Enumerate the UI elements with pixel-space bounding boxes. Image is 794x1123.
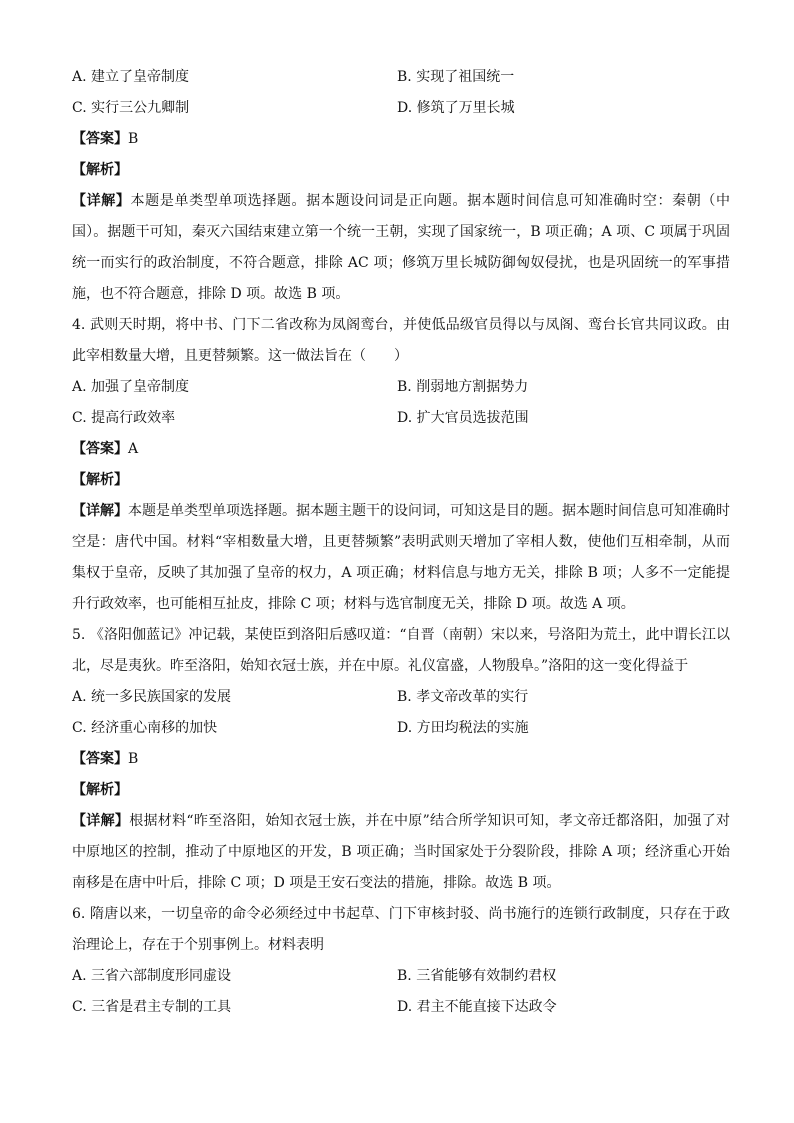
q4-answer bbox=[72, 434, 730, 465]
q5-answer-label: 【答案】 bbox=[72, 751, 128, 767]
q3-detail-label: 【详解】 bbox=[72, 193, 131, 209]
q4-options-row-2 bbox=[72, 403, 730, 434]
q5-detail bbox=[72, 806, 730, 899]
q5-option-a: A. 统一多民族国家的发展 bbox=[72, 689, 232, 705]
q4-analysis-heading: 【解析】 bbox=[72, 472, 128, 488]
q3-option-c: C. 实行三公九卿制 bbox=[72, 100, 190, 116]
q4-option-a: A. 加强了皇帝制度 bbox=[72, 379, 190, 395]
q3-option-a: A. 建立了皇帝制度 bbox=[72, 69, 190, 85]
q5-option-d: D. 方田均税法的实施 bbox=[397, 720, 529, 736]
q5-option-c: C. 经济重心南移的加快 bbox=[72, 720, 218, 736]
q4-option-d: D. 扩大官员选拔范围 bbox=[397, 410, 529, 426]
q4-option-c: C. 提高行政效率 bbox=[72, 410, 176, 426]
q5-detail-label: 【详解】 bbox=[72, 813, 130, 829]
q4-detail bbox=[72, 496, 730, 620]
q5-analysis-heading: 【解析】 bbox=[72, 782, 128, 798]
q4-options-row-1 bbox=[72, 372, 730, 403]
q3-answer bbox=[72, 124, 730, 155]
q3-answer-value: B bbox=[128, 131, 139, 147]
q5-option-b: B. 孝文帝改革的实行 bbox=[397, 689, 529, 705]
q6-option-c: C. 三省是君主专制的工具 bbox=[72, 999, 232, 1015]
q4-option-b: B. 削弱地方割据势力 bbox=[397, 379, 529, 395]
q4-detail-label: 【详解】 bbox=[72, 503, 128, 519]
q6-options-row-2 bbox=[72, 992, 730, 1023]
q5-options-row-2 bbox=[72, 713, 730, 744]
q6-option-a: A. 三省六部制度形同虚设 bbox=[72, 968, 232, 984]
q6-options-row-1 bbox=[72, 961, 730, 992]
q5-options-row-1 bbox=[72, 682, 730, 713]
document-page bbox=[72, 62, 730, 1023]
q3-detail-text: 本题是单类型单项选择题。据本题设问词是正向题。据本题时间信息可知准确时空：秦朝（中国）。据题干可知，秦灭六国结束建立第一个统一王朝，实现了国家统一，B 项正确；A 项、C 项属于巩固统一而实行的政治制度，不符合题意，排除 AC 项；修筑万里长城防御匈奴侵扰，也是巩固统一的军事措施，也不符合题意，排除 D 项。故选 B 项。 bbox=[72, 193, 730, 302]
q3-options-row-1 bbox=[72, 62, 730, 93]
q4-stem: 4. 武则天时期，将中书、门下二省改称为凤阁鸾台，并使低品级官员得以与凤阁、鸾台长官共同议政。由此宰相数量大增，且更替频繁。这一做法旨在（ ） bbox=[72, 317, 730, 364]
q4-answer-value: A bbox=[128, 441, 139, 457]
q4-detail-text: 本题是单类型单项选择题。据本题主题干的设问词，可知这是目的题。据本题时间信息可知准确时空是：唐代中国。材料“宰相数量大增，且更替频繁”表明武则天增加了宰相人数，使他们互相牵制，从而集权于皇帝，反映了其加强了皇帝的权力，A 项正确；材料信息与地方无关，排除 B 项；人多不一定能提升行政效率，也可能相互扯皮，排除 C 项；材料与选官制度无关，排除 D 项。故选 A 项。 bbox=[72, 503, 730, 612]
q5-detail-text: 根据材料“昨至洛阳，始知衣冠士族，并在中原”结合所学知识可知，孝文帝迁都洛阳，加强了对中原地区的控制，推动了中原地区的开发，B 项正确；当时国家处于分裂阶段，排除 A 项；经济重心开始南移是在唐中叶后，排除 C 项；D 项是王安石变法的措施，排除。故选 B 项。 bbox=[72, 813, 731, 891]
q3-detail bbox=[72, 186, 730, 310]
q6-option-d: D. 君主不能直接下达政令 bbox=[397, 999, 557, 1015]
q5-answer bbox=[72, 744, 730, 775]
q3-analysis-heading: 【解析】 bbox=[72, 162, 128, 178]
q5-answer-value: B bbox=[128, 751, 139, 767]
q6-stem: 6. 隋唐以来，一切皇帝的命令必须经过中书起草、门下审核封驳、尚书施行的连锁行政制度，只存在于政治理论上，存在于个别事例上。材料表明 bbox=[72, 906, 730, 953]
q3-option-b: B. 实现了祖国统一 bbox=[397, 69, 515, 85]
q6-option-b: B. 三省能够有效制约君权 bbox=[397, 968, 557, 984]
q3-options-row-2 bbox=[72, 93, 730, 124]
q4-answer-label: 【答案】 bbox=[72, 441, 128, 457]
q3-answer-label: 【答案】 bbox=[72, 131, 128, 147]
q3-option-d: D. 修筑了万里长城 bbox=[397, 100, 515, 116]
q5-stem: 5. 《洛阳伽蓝记》冲记载，某使臣到洛阳后感叹道：“自晋（南朝）宋以来，号洛阳为荒土，此中谓长江以北，尽是夷狄。昨至洛阳，始知衣冠士族，并在中原。礼仪富盛，人物殷阜。”洛阳的这一变化得益于 bbox=[72, 627, 730, 674]
